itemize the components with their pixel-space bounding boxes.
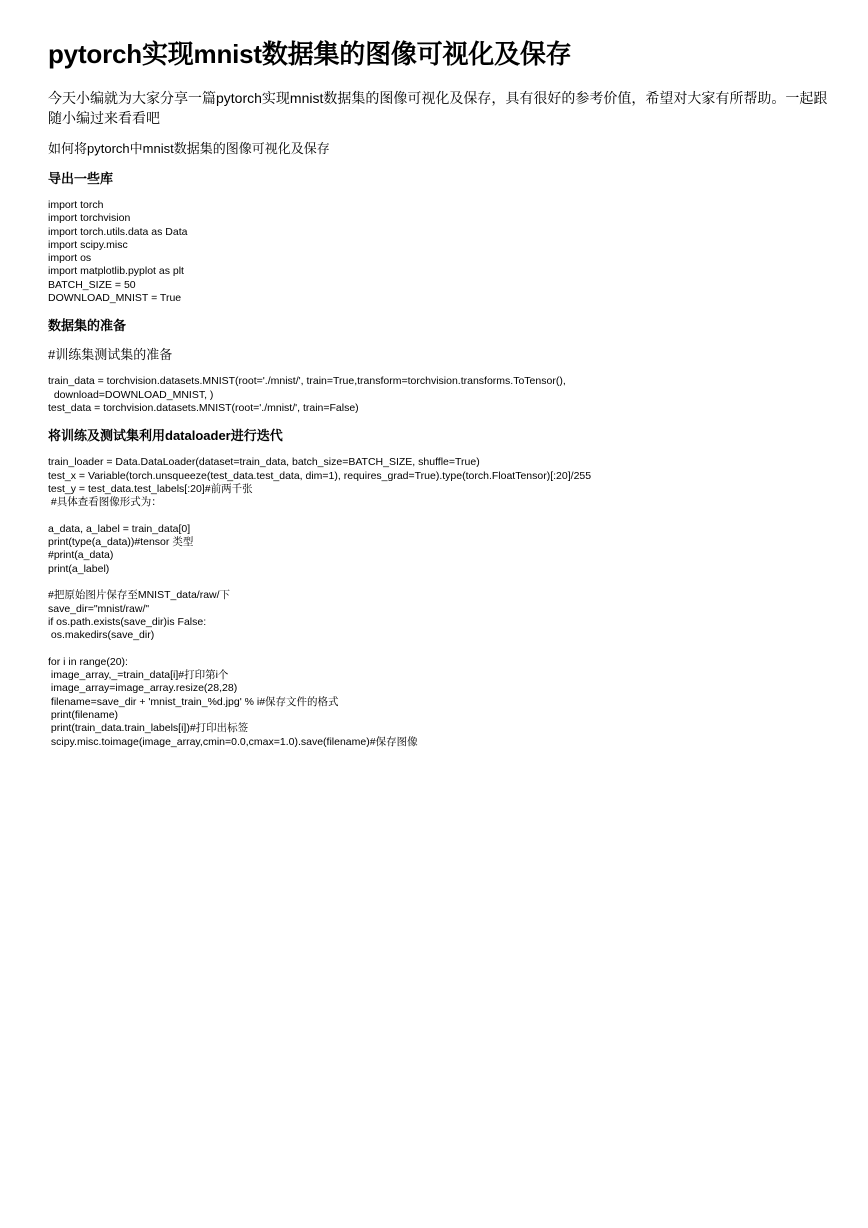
code-line: import matplotlib.pyplot as plt bbox=[48, 265, 184, 278]
code-line bbox=[48, 509, 828, 522]
section-heading-dataset-preparation: 数据集的准备 bbox=[48, 318, 127, 334]
code-line: print(filename) bbox=[48, 708, 119, 721]
code-block-datasets bbox=[48, 375, 828, 415]
code-line: print(type(a_data))#tensor 类型 bbox=[48, 536, 194, 549]
code-line bbox=[48, 576, 828, 589]
code-line: a_data, a_label = train_data[0] bbox=[48, 522, 191, 535]
code-line: test_x = Variable(torch.unsqueeze(test_data.test_data, dim=1), requires_grad=True).type(torch.FloatTensor)[:20]/255 bbox=[48, 469, 592, 482]
code-line: import torch.utils.data as Data bbox=[48, 225, 188, 238]
code-line bbox=[48, 642, 828, 655]
article-title: pytorch实现mnist数据集的图像可视化及保存 bbox=[48, 39, 572, 69]
code-line: test_y = test_data.test_labels[:20]#前两千张 bbox=[48, 482, 253, 495]
article-subtitle: 如何将pytorch中mnist数据集的图像可视化及保存 bbox=[48, 141, 330, 156]
code-line: #具体查看图像形式为： bbox=[48, 496, 162, 509]
code-line: import os bbox=[48, 252, 92, 265]
code-line: import torchvision bbox=[48, 212, 131, 225]
code-line: if os.path.exists(save_dir)is False: bbox=[48, 615, 207, 628]
code-line: scipy.misc.toimage(image_array,cmin=0.0,cmax=1.0).save(filename)#保存图像 bbox=[48, 735, 418, 748]
code-block-imports bbox=[48, 199, 828, 305]
code-line: train_data = torchvision.datasets.MNIST(root='./mnist/', train=True,transform=torchvision.transforms.ToTensor(), bbox=[48, 375, 566, 388]
code-line: BATCH_SIZE = 50 bbox=[48, 278, 136, 291]
code-line: filename=save_dir + 'mnist_train_%d.jpg' % i#保存文件的格式 bbox=[48, 695, 339, 708]
code-block-dataloader bbox=[48, 456, 828, 749]
code-line: DOWNLOAD_MNIST = True bbox=[48, 292, 182, 305]
code-line: print(train_data.train_labels[i])#打印出标签 bbox=[48, 722, 249, 735]
code-line: #把原始图片保存至MNIST_data/raw/下 bbox=[48, 589, 231, 602]
code-line: image_array,_=train_data[i]#打印第i个 bbox=[48, 669, 229, 682]
code-line: download=DOWNLOAD_MNIST, ) bbox=[48, 388, 214, 401]
code-line: #print(a_data) bbox=[48, 549, 114, 562]
code-line: test_data = torchvision.datasets.MNIST(root='./mnist/', train=False) bbox=[48, 401, 359, 414]
article bbox=[48, 34, 828, 749]
code-line: print(a_label) bbox=[48, 562, 110, 575]
article-intro: 今天小编就为大家分享一篇pytorch实现mnist数据集的图像可视化及保存，具有很好的参考价值，希望对大家有所帮助。一起跟随小编过来看看吧 bbox=[48, 90, 828, 126]
code-line: save_dir="mnist/raw/" bbox=[48, 602, 150, 615]
code-comment-train-test-preparation: #训练集测试集的准备 bbox=[48, 347, 173, 363]
code-line: import torch bbox=[48, 199, 104, 211]
code-line: import scipy.misc bbox=[48, 238, 128, 251]
code-line: os.makedirs(save_dir) bbox=[48, 629, 155, 642]
code-line: for i in range(20): bbox=[48, 655, 128, 668]
code-line: train_loader = Data.DataLoader(dataset=train_data, batch_size=BATCH_SIZE, shuffle=True) bbox=[48, 456, 480, 469]
section-heading-import-libraries: 导出一些库 bbox=[48, 171, 114, 186]
code-line: image_array=image_array.resize(28,28) bbox=[48, 682, 238, 695]
section-heading-dataloader: 将训练及测试集利用dataloader进行迭代 bbox=[48, 428, 283, 444]
